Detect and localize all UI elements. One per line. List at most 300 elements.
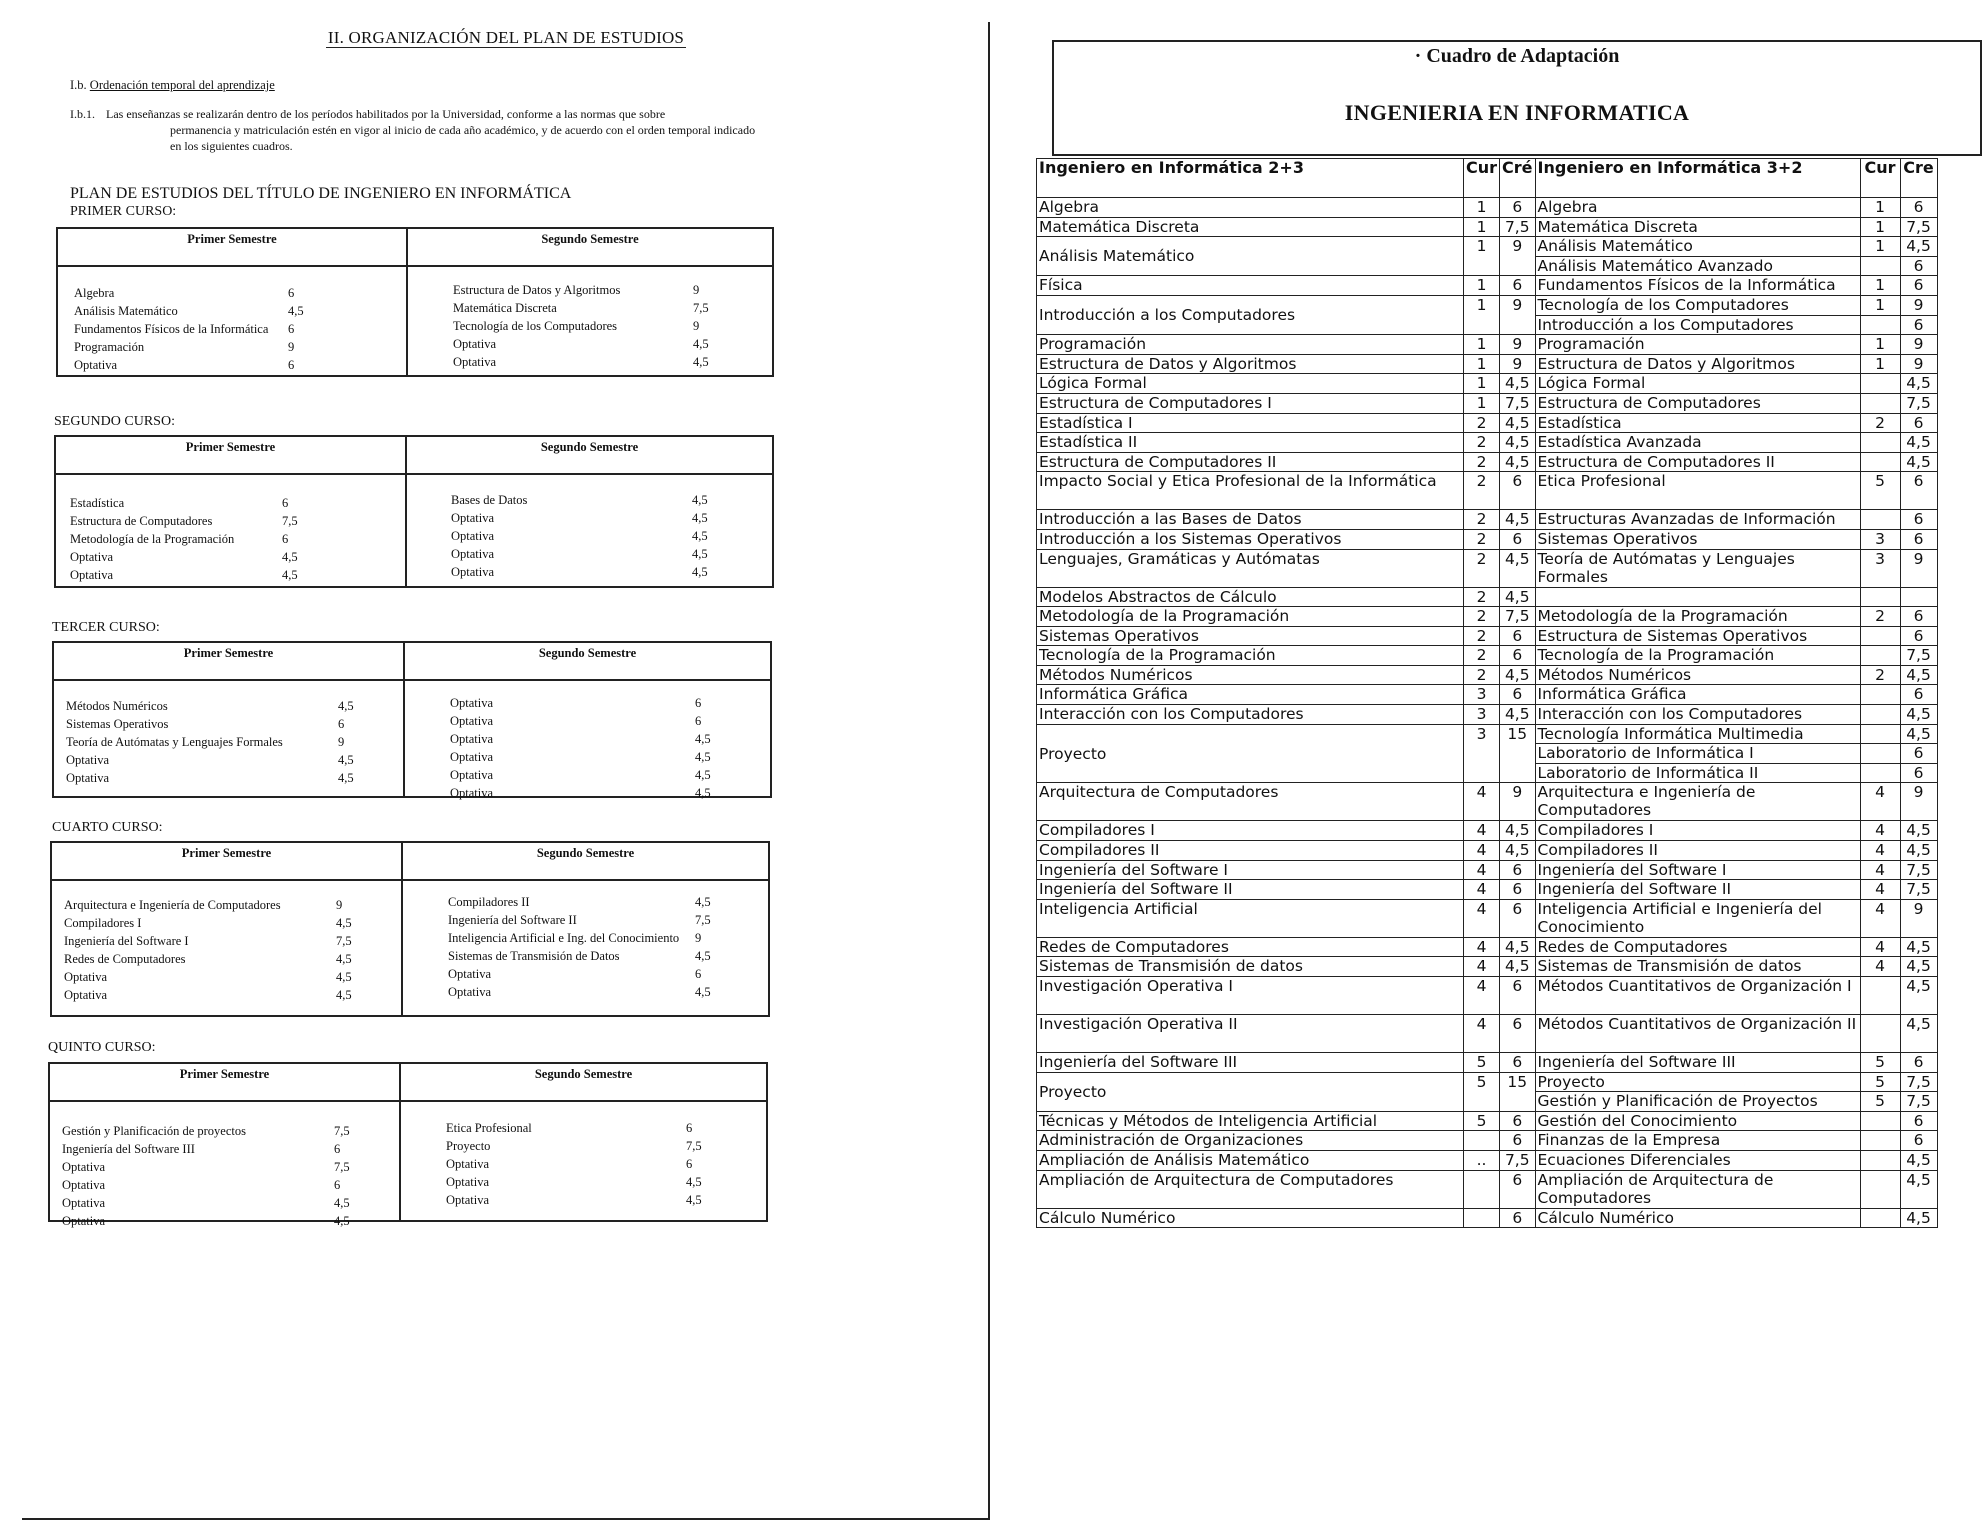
old-credits: 15	[1500, 1072, 1535, 1111]
new-subject: Gestión del Conocimiento	[1535, 1111, 1860, 1131]
adaptation-row	[1037, 937, 1938, 957]
new-subject: Informática Gráfica	[1535, 685, 1860, 705]
course-table	[48, 1062, 768, 1228]
adaptation-row	[1037, 860, 1938, 880]
course-subject-row	[52, 914, 401, 932]
subject-credits: 7,5	[693, 301, 709, 315]
old-course: 2	[1464, 472, 1500, 510]
subject-name: Optativa	[70, 550, 114, 564]
subject-name: Métodos Numéricos	[66, 699, 168, 713]
subject-credits: 6	[288, 322, 295, 336]
page-title: II. ORGANIZACIÓN DEL PLAN DE ESTUDIOS	[327, 28, 685, 47]
subject-name: Optativa	[62, 1214, 106, 1228]
old-course: 1	[1464, 354, 1500, 374]
old-subject: Sistemas Operativos	[1037, 626, 1464, 646]
new-credits: 7,5	[1900, 1072, 1937, 1092]
new-credits	[1900, 587, 1937, 607]
subject-name: Optativa	[453, 355, 497, 369]
header-old-plan: Ingeniero en Informática 2+3	[1037, 159, 1464, 198]
new-subject: Introducción a los Computadores	[1535, 315, 1860, 335]
first-semester-header: Primer Semestre	[54, 643, 403, 681]
new-course	[1860, 256, 1900, 276]
new-course	[1860, 433, 1900, 453]
adaptation-row	[1037, 1150, 1938, 1170]
old-course: 2	[1464, 549, 1500, 587]
subject-name: Análisis Matemático	[74, 304, 178, 318]
first-semester-header: Primer Semestre	[52, 843, 401, 881]
subject-credits: 4,5	[338, 699, 354, 713]
subject-credits: 6	[288, 358, 295, 372]
old-credits: 9	[1500, 783, 1535, 821]
new-credits: 7,5	[1900, 1092, 1937, 1112]
old-credits: 6	[1500, 626, 1535, 646]
course-subject-row	[405, 766, 770, 784]
new-subject: Lógica Formal	[1535, 374, 1860, 394]
new-credits: 6	[1900, 626, 1937, 646]
old-subject: Introducción a los Sistemas Operativos	[1037, 529, 1464, 549]
subject-credits: 4,5	[695, 768, 711, 782]
course-subject-row	[407, 545, 772, 563]
old-subject: Administración de Organizaciones	[1037, 1131, 1464, 1151]
header-cre-new: Cre	[1900, 159, 1937, 198]
subject-name: Gestión y Planificación de proyectos	[62, 1124, 246, 1138]
plan-title: PLAN DE ESTUDIOS DEL TÍTULO DE INGENIERO EN INFORMÁTICA	[70, 185, 572, 202]
new-subject: Ingeniería del Software I	[1535, 860, 1860, 880]
course-subject-row	[407, 491, 772, 509]
course-subject-row	[403, 893, 768, 911]
subject-credits: 9	[338, 735, 345, 749]
new-credits: 4,5	[1900, 937, 1937, 957]
course-subject-row	[405, 784, 770, 802]
course-subject-row	[50, 1194, 399, 1212]
subject-name: Optativa	[451, 547, 495, 561]
course-subject-row	[52, 896, 401, 914]
subject-credits: 9	[693, 319, 700, 333]
new-credits: 4,5	[1900, 1208, 1937, 1228]
subject-name: Optativa	[64, 988, 108, 1002]
new-credits: 4,5	[1900, 452, 1937, 472]
new-subject: Laboratorio de Informática II	[1535, 763, 1860, 783]
new-credits: 9	[1900, 783, 1937, 821]
new-subject: Estructuras Avanzadas de Información	[1535, 510, 1860, 530]
course-subject-row	[50, 1158, 399, 1176]
subject-credits: 4,5	[695, 732, 711, 746]
new-credits: 6	[1900, 1053, 1937, 1073]
new-credits: 6	[1900, 510, 1937, 530]
new-course: 4	[1860, 957, 1900, 977]
old-course: 5	[1464, 1053, 1500, 1073]
new-subject: Teoría de Autómatas y Lenguajes Formales	[1535, 549, 1860, 587]
old-credits: 6	[1500, 977, 1535, 1015]
new-subject	[1535, 587, 1860, 607]
new-course: 4	[1860, 783, 1900, 821]
old-course: 3	[1464, 724, 1500, 783]
subject-name: Tecnología de los Computadores	[453, 319, 618, 333]
adaptation-row	[1037, 374, 1938, 394]
new-course	[1860, 685, 1900, 705]
old-course: 4	[1464, 860, 1500, 880]
new-credits: 4,5	[1900, 977, 1937, 1015]
old-course: 4	[1464, 821, 1500, 841]
course-subject-row	[408, 353, 772, 371]
old-course: 1	[1464, 217, 1500, 237]
new-course	[1860, 374, 1900, 394]
course-subject-row	[50, 1140, 399, 1158]
new-course	[1860, 510, 1900, 530]
new-course	[1860, 1208, 1900, 1228]
course-subject-row	[52, 950, 401, 968]
new-course: 4	[1860, 880, 1900, 900]
subject-name: Teoría de Autómatas y Lenguajes Formales	[66, 735, 283, 749]
new-subject: Estructura de Computadores	[1535, 393, 1860, 413]
course-subject-row	[403, 947, 768, 965]
subject-name: Compiladores I	[64, 916, 142, 930]
new-course: 2	[1860, 413, 1900, 433]
subject-name: Compiladores II	[448, 895, 530, 909]
adaptation-row	[1037, 335, 1938, 355]
subject-name: Sistemas Operativos	[66, 717, 169, 731]
adaptation-row	[1037, 295, 1938, 315]
course-subject-row	[405, 748, 770, 766]
new-subject: Compiladores II	[1535, 841, 1860, 861]
new-subject: Etica Profesional	[1535, 472, 1860, 510]
curriculum-page	[22, 22, 990, 1520]
new-course	[1860, 724, 1900, 744]
new-course: 1	[1860, 354, 1900, 374]
old-credits: 6	[1500, 899, 1535, 937]
old-course: 1	[1464, 374, 1500, 394]
old-subject: Informática Gráfica	[1037, 685, 1464, 705]
subject-name: Optativa	[446, 1175, 490, 1189]
subject-credits: 6	[288, 286, 295, 300]
new-credits: 6	[1900, 763, 1937, 783]
new-course	[1860, 315, 1900, 335]
old-credits: 4,5	[1500, 841, 1535, 861]
old-course: 2	[1464, 413, 1500, 433]
subject-credits: 4,5	[686, 1193, 702, 1207]
header-new-plan: Ingeniero en Informática 3+2	[1535, 159, 1860, 198]
new-credits: 6	[1900, 198, 1937, 218]
new-credits: 6	[1900, 315, 1937, 335]
course-subject-row	[405, 730, 770, 748]
old-course: 4	[1464, 783, 1500, 821]
subject-name: Optativa	[453, 337, 497, 351]
old-course: 3	[1464, 705, 1500, 725]
course-subject-row	[407, 527, 772, 545]
course-label: PRIMER CURSO:	[70, 204, 177, 219]
new-subject: Tecnología de los Computadores	[1535, 295, 1860, 315]
course-subject-row	[401, 1173, 766, 1191]
subject-credits: 7,5	[695, 913, 711, 927]
old-subject: Proyecto	[1037, 1072, 1464, 1111]
old-subject: Estructura de Computadores I	[1037, 393, 1464, 413]
course-subject-row	[408, 299, 772, 317]
old-course: 4	[1464, 937, 1500, 957]
subject-name: Arquitectura e Ingeniería de Computadores	[64, 898, 281, 912]
subject-credits: 6	[282, 532, 289, 546]
new-credits: 4,5	[1900, 841, 1937, 861]
old-subject: Lógica Formal	[1037, 374, 1464, 394]
old-subject: Introducción a las Bases de Datos	[1037, 510, 1464, 530]
subject-credits: 4,5	[338, 771, 354, 785]
new-course: 2	[1860, 665, 1900, 685]
subject-credits: 7,5	[334, 1124, 350, 1138]
old-subject: Ampliación de Arquitectura de Computadores	[1037, 1170, 1464, 1208]
new-credits: 4,5	[1900, 237, 1937, 257]
old-subject: Interacción con los Computadores	[1037, 705, 1464, 725]
subject-credits: 7,5	[686, 1139, 702, 1153]
old-subject: Análisis Matemático	[1037, 237, 1464, 276]
old-credits: 6	[1500, 685, 1535, 705]
new-course: 1	[1860, 217, 1900, 237]
old-subject: Introducción a los Computadores	[1037, 295, 1464, 334]
new-credits: 4,5	[1900, 374, 1937, 394]
new-credits: 6	[1900, 413, 1937, 433]
new-credits: 4,5	[1900, 957, 1937, 977]
new-course: 4	[1860, 860, 1900, 880]
new-course	[1860, 452, 1900, 472]
old-credits: 4,5	[1500, 665, 1535, 685]
adaptation-row	[1037, 354, 1938, 374]
subject-name: Estructura de Computadores	[70, 514, 213, 528]
new-subject: Inteligencia Artificial e Ingeniería del Conocimiento	[1535, 899, 1860, 937]
old-subject: Estructura de Datos y Algoritmos	[1037, 354, 1464, 374]
old-subject: Arquitectura de Computadores	[1037, 783, 1464, 821]
old-credits: 7,5	[1500, 1150, 1535, 1170]
course-subject-row	[56, 530, 405, 548]
new-credits: 4,5	[1900, 821, 1937, 841]
new-subject: Redes de Computadores	[1535, 937, 1860, 957]
old-subject: Inteligencia Artificial	[1037, 899, 1464, 937]
old-course: 1	[1464, 335, 1500, 355]
new-credits: 9	[1900, 295, 1937, 315]
subject-name: Optativa	[64, 970, 108, 984]
subsection-title: Ordenación temporal del aprendizaje	[89, 78, 275, 92]
old-course: 1	[1464, 237, 1500, 276]
old-subject: Tecnología de la Programación	[1037, 646, 1464, 666]
subject-credits: 7,5	[282, 514, 298, 528]
subject-credits: 9	[695, 931, 702, 945]
new-subject: Estructura de Sistemas Operativos	[1535, 626, 1860, 646]
course-label: TERCER CURSO:	[52, 620, 160, 635]
new-credits: 4,5	[1900, 705, 1937, 725]
old-credits: 6	[1500, 860, 1535, 880]
subject-name: Optativa	[451, 565, 495, 579]
course-subject-row	[50, 1212, 399, 1230]
subject-name: Etica Profesional	[446, 1121, 532, 1135]
new-course: 4	[1860, 821, 1900, 841]
new-course: 2	[1860, 607, 1900, 627]
course-subject-row	[56, 494, 405, 512]
subject-credits: 6	[334, 1178, 341, 1192]
course-subject-row	[58, 302, 406, 320]
new-subject: Estructura de Datos y Algoritmos	[1535, 354, 1860, 374]
new-course: 4	[1860, 899, 1900, 937]
adaptation-table	[1036, 158, 1938, 1228]
old-subject: Programación	[1037, 335, 1464, 355]
new-course	[1860, 763, 1900, 783]
course-subject-row	[56, 548, 405, 566]
subject-credits: 4,5	[288, 304, 304, 318]
new-credits: 6	[1900, 685, 1937, 705]
new-subject: Metodología de la Programación	[1535, 607, 1860, 627]
new-course	[1860, 1150, 1900, 1170]
subject-credits: 6	[334, 1142, 341, 1156]
course-subject-row	[403, 911, 768, 929]
adaptation-row	[1037, 237, 1938, 257]
old-credits: 4,5	[1500, 937, 1535, 957]
old-credits: 6	[1500, 646, 1535, 666]
new-course: 5	[1860, 1072, 1900, 1092]
adaptation-row	[1037, 665, 1938, 685]
subject-credits: 4,5	[692, 565, 708, 579]
subject-name: Ingeniería del Software II	[448, 913, 577, 927]
new-subject: Matemática Discreta	[1535, 217, 1860, 237]
old-course: 1	[1464, 295, 1500, 334]
course-subject-row	[403, 965, 768, 983]
subject-name: Fundamentos Físicos de la Informática	[74, 322, 269, 336]
old-subject: Investigación Operativa II	[1037, 1015, 1464, 1053]
new-course: 5	[1860, 472, 1900, 510]
new-credits: 9	[1900, 354, 1937, 374]
course-subject-row	[52, 968, 401, 986]
new-subject: Ingeniería del Software II	[1535, 880, 1860, 900]
course-subject-row	[401, 1137, 766, 1155]
old-course: 2	[1464, 529, 1500, 549]
old-credits: 4,5	[1500, 549, 1535, 587]
old-subject: Estadística I	[1037, 413, 1464, 433]
new-credits: 4,5	[1900, 724, 1937, 744]
old-course: 1	[1464, 393, 1500, 413]
adaptation-header	[1052, 40, 1982, 156]
old-credits: 4,5	[1500, 705, 1535, 725]
old-subject: Métodos Numéricos	[1037, 665, 1464, 685]
subject-credits: 6	[686, 1157, 693, 1171]
course-subject-row	[58, 356, 406, 374]
subject-name: Inteligencia Artificial e Ing. del Conocimiento	[448, 931, 680, 945]
new-subject: Sistemas de Transmisión de datos	[1535, 957, 1860, 977]
subject-name: Proyecto	[446, 1139, 491, 1153]
old-credits: 15	[1500, 724, 1535, 783]
subject-credits: 4,5	[693, 337, 709, 351]
old-credits: 7,5	[1500, 217, 1535, 237]
subject-name: Optativa	[66, 753, 110, 767]
new-course: 4	[1860, 937, 1900, 957]
subject-name: Ingeniería del Software III	[62, 1142, 195, 1156]
subject-credits: 4,5	[334, 1196, 350, 1210]
adaptation-row	[1037, 626, 1938, 646]
course-subject-row	[54, 697, 403, 715]
new-subject: Compiladores I	[1535, 821, 1860, 841]
old-credits: 4,5	[1500, 452, 1535, 472]
degree-title: INGENIERIA EN INFORMATICA	[1344, 100, 1690, 125]
new-course	[1860, 1015, 1900, 1053]
old-credits: 6	[1500, 198, 1535, 218]
old-subject: Ingeniería del Software I	[1037, 860, 1464, 880]
old-credits: 4,5	[1500, 587, 1535, 607]
header-cur-new: Cur	[1860, 159, 1900, 198]
new-credits: 6	[1900, 1131, 1937, 1151]
new-course	[1860, 705, 1900, 725]
subject-credits: 4,5	[686, 1175, 702, 1189]
subject-name: Optativa	[66, 771, 110, 785]
new-credits: 7,5	[1900, 393, 1937, 413]
course-subject-row	[50, 1122, 399, 1140]
new-subject: Análisis Matemático	[1535, 237, 1860, 257]
new-course: 1	[1860, 237, 1900, 257]
course-subject-row	[401, 1119, 766, 1137]
adaptation-row	[1037, 587, 1938, 607]
old-credits: 9	[1500, 354, 1535, 374]
new-subject: Algebra	[1535, 198, 1860, 218]
subject-name: Estadística	[70, 496, 125, 510]
old-subject: Redes de Computadores	[1037, 937, 1464, 957]
adaptation-row	[1037, 705, 1938, 725]
new-subject: Ecuaciones Diferenciales	[1535, 1150, 1860, 1170]
old-credits: 6	[1500, 1015, 1535, 1053]
old-credits: 4,5	[1500, 374, 1535, 394]
course-subject-row	[401, 1191, 766, 1209]
new-course	[1860, 1131, 1900, 1151]
adaptation-row	[1037, 198, 1938, 218]
old-subject: Ingeniería del Software III	[1037, 1053, 1464, 1073]
old-subject: Técnicas y Métodos de Inteligencia Artificial	[1037, 1111, 1464, 1131]
adaptation-row	[1037, 1053, 1938, 1073]
adaptation-row	[1037, 783, 1938, 821]
subject-credits: 6	[695, 714, 702, 728]
adaptation-row	[1037, 393, 1938, 413]
subject-credits: 4,5	[693, 355, 709, 369]
adaptation-row	[1037, 276, 1938, 296]
adaptation-row	[1037, 510, 1938, 530]
new-credits: 9	[1900, 899, 1937, 937]
table-header-row	[1037, 159, 1938, 198]
subject-credits: 4,5	[695, 949, 711, 963]
subject-credits: 4,5	[692, 493, 708, 507]
new-subject: Estructura de Computadores II	[1535, 452, 1860, 472]
new-subject: Finanzas de la Empresa	[1535, 1131, 1860, 1151]
course-subject-row	[403, 983, 768, 1001]
course-subject-row	[403, 929, 768, 947]
course-subject-row	[408, 281, 772, 299]
old-credits: 6	[1500, 529, 1535, 549]
new-subject: Tecnología de la Programación	[1535, 646, 1860, 666]
new-credits: 6	[1900, 744, 1937, 764]
course-subject-row	[54, 715, 403, 733]
course-subject-row	[407, 563, 772, 581]
new-course	[1860, 1111, 1900, 1131]
new-course	[1860, 393, 1900, 413]
old-subject: Física	[1037, 276, 1464, 296]
new-course: 4	[1860, 841, 1900, 861]
old-course: 4	[1464, 1015, 1500, 1053]
new-subject: Programación	[1535, 335, 1860, 355]
old-course: 4	[1464, 899, 1500, 937]
subject-name: Optativa	[451, 529, 495, 543]
course-table	[50, 841, 770, 1017]
new-credits: 6	[1900, 607, 1937, 627]
new-credits: 9	[1900, 335, 1937, 355]
course-subject-row	[54, 733, 403, 751]
subject-name: Optativa	[74, 358, 118, 372]
course-subject-row	[408, 335, 772, 353]
old-subject: Compiladores II	[1037, 841, 1464, 861]
old-credits: 6	[1500, 1170, 1535, 1208]
subject-name: Optativa	[448, 985, 492, 999]
new-course	[1860, 587, 1900, 607]
new-course: 3	[1860, 529, 1900, 549]
old-course	[1464, 1131, 1500, 1151]
